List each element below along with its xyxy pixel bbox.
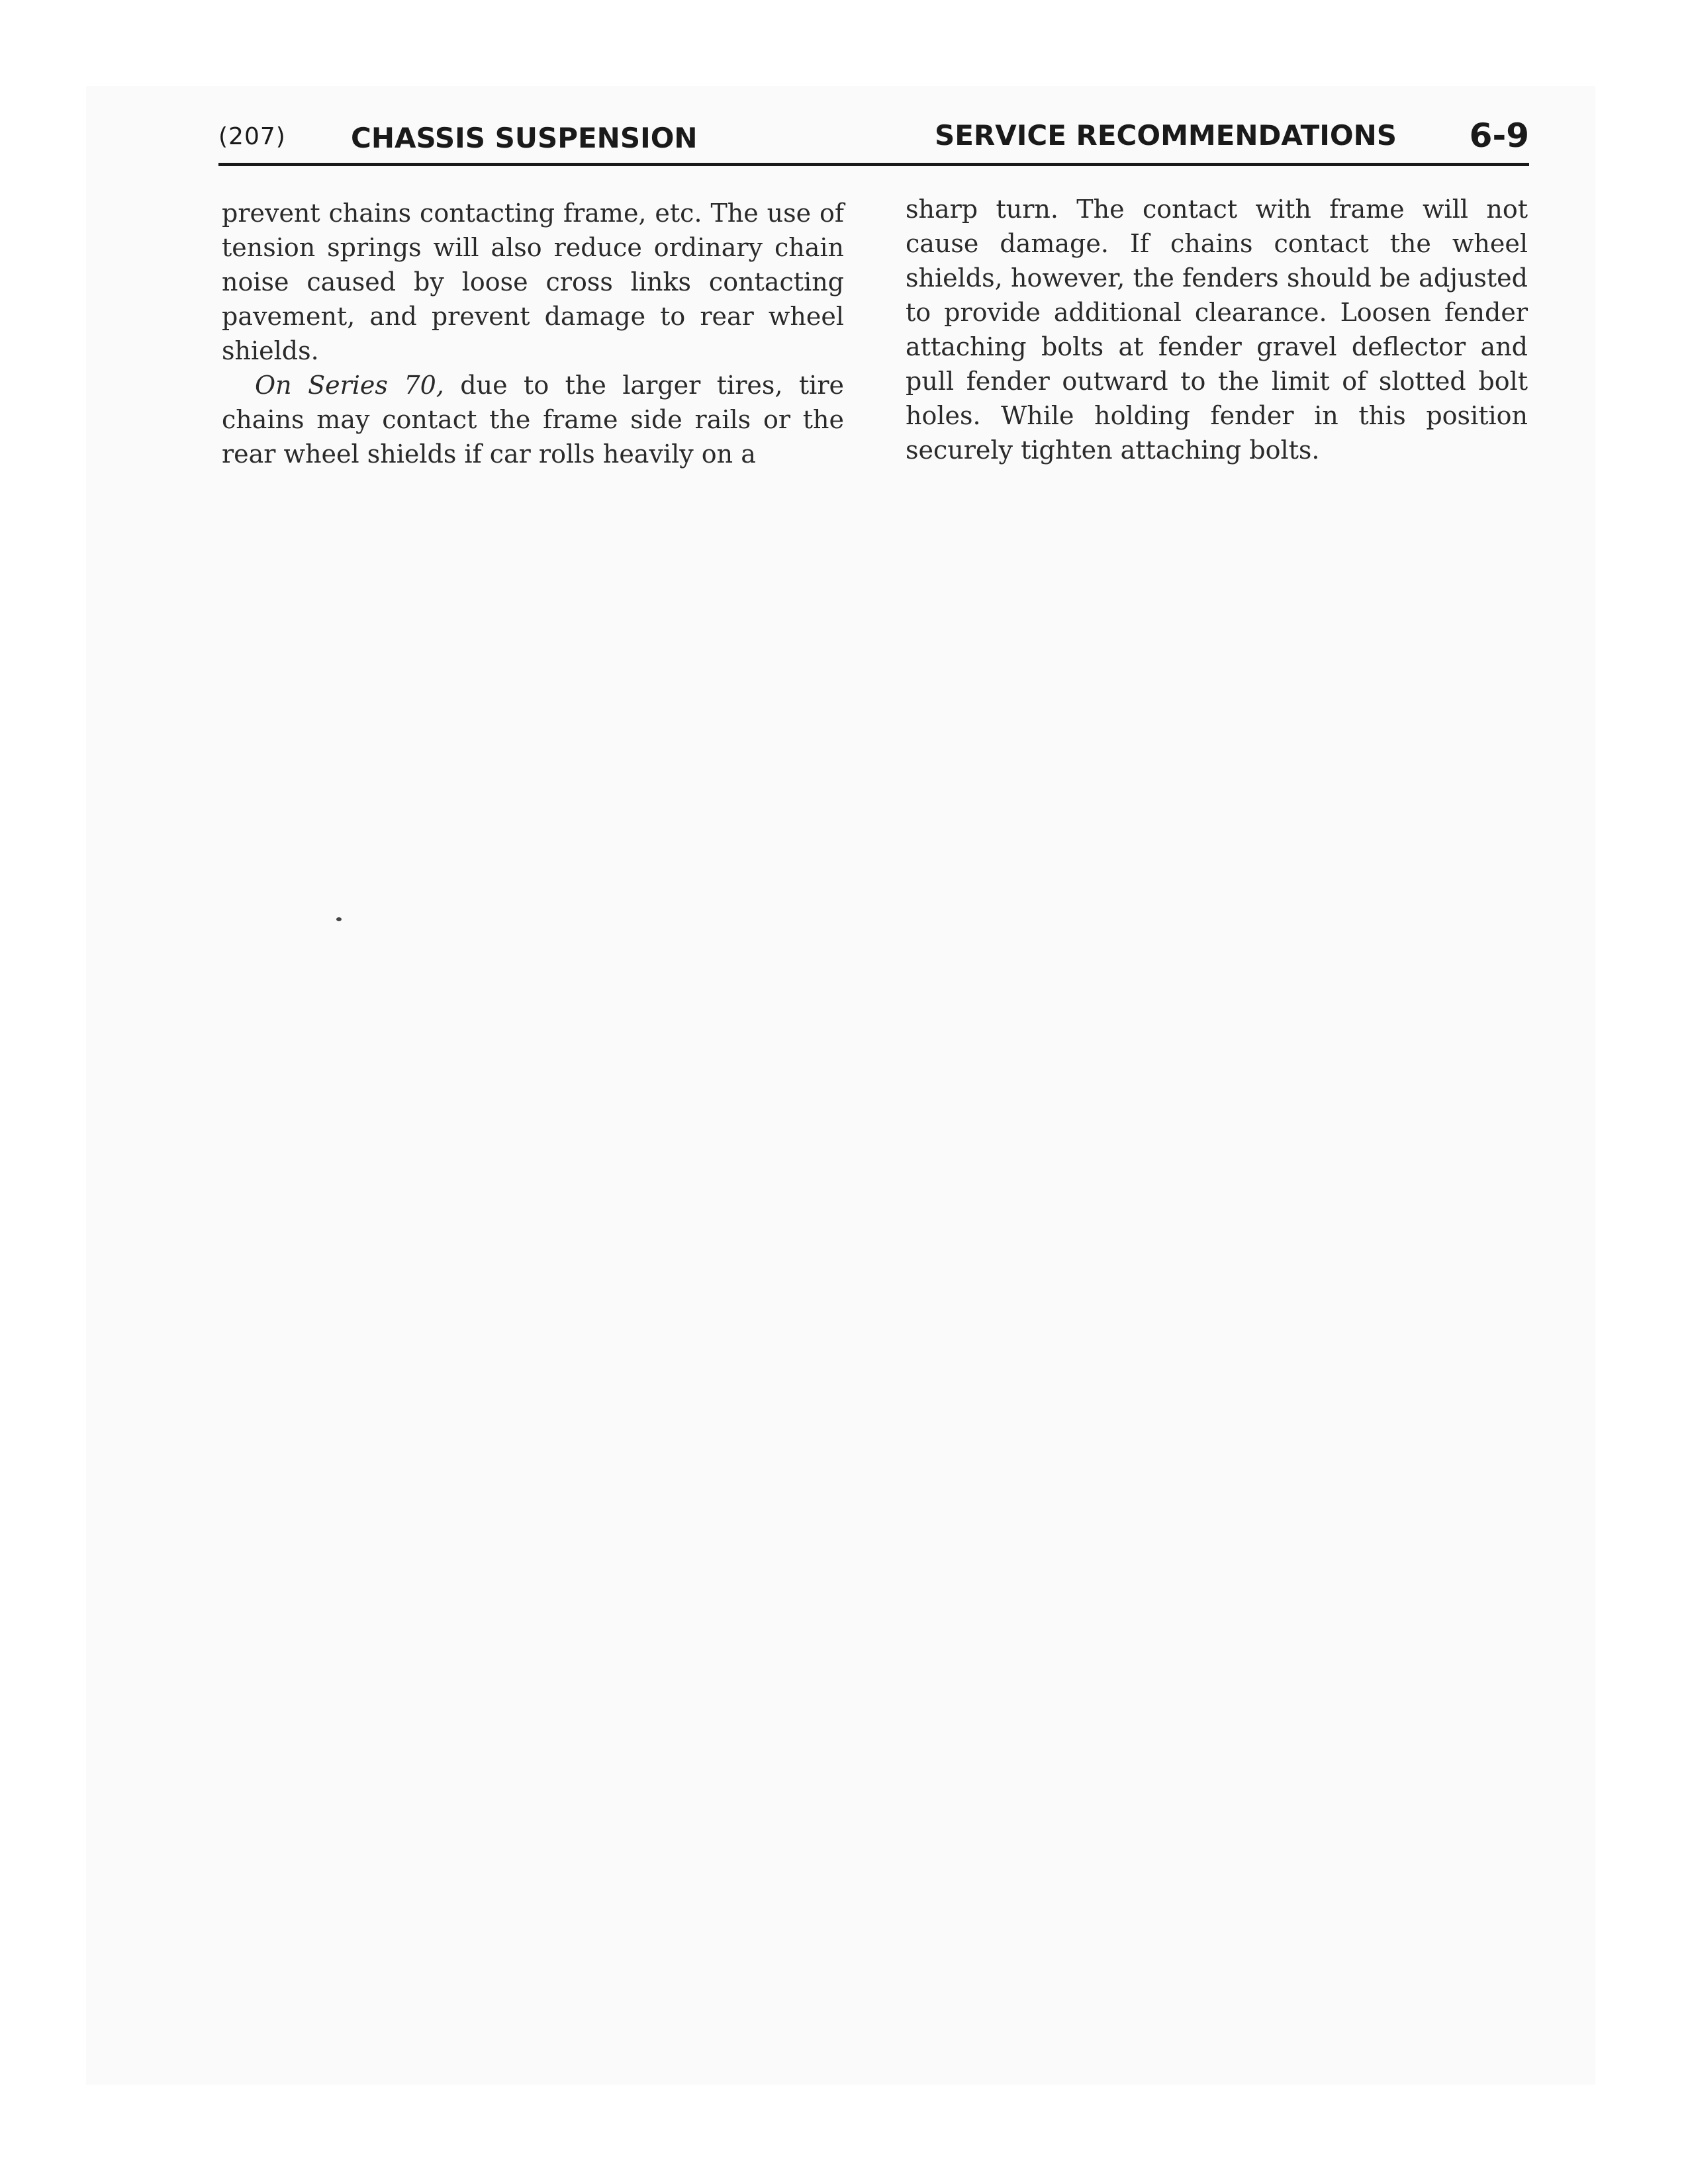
chapter-title: CHASSIS SUSPENSION <box>351 122 698 154</box>
paragraph-text: due to the larger tires, tire chains may contact the frame side rails or the rear wheel shields if car rolls heavily on a <box>222 371 844 469</box>
body-paragraph <box>222 368 844 471</box>
section-title: SERVICE RECOMMENDATIONS <box>934 119 1397 152</box>
body-paragraph: prevent chains contacting frame, etc. The use of tension springs will also reduce ordinary chain noise caused by loose cross links contacting pavement, and prevent damage to rear wheel shields. <box>222 199 844 365</box>
page-number: (207) <box>218 123 286 150</box>
body-paragraph: sharp turn. The contact with frame will not cause damage. If chains contact the wheel shields, however, the fenders should be adjusted to provide additional clearance. Loosen fender attaching bolts at fender gravel deflector and pull fender outward to the limit of slotted bolt holes. While holding fender in this position securely tighten attaching bolts. <box>906 195 1528 465</box>
ink-speck <box>336 917 342 921</box>
series-reference: On Series 70, <box>255 371 444 400</box>
section-number: 6-9 <box>1469 116 1529 155</box>
right-text-column <box>906 192 1528 467</box>
page-header <box>218 116 1529 166</box>
left-text-column <box>222 196 844 471</box>
